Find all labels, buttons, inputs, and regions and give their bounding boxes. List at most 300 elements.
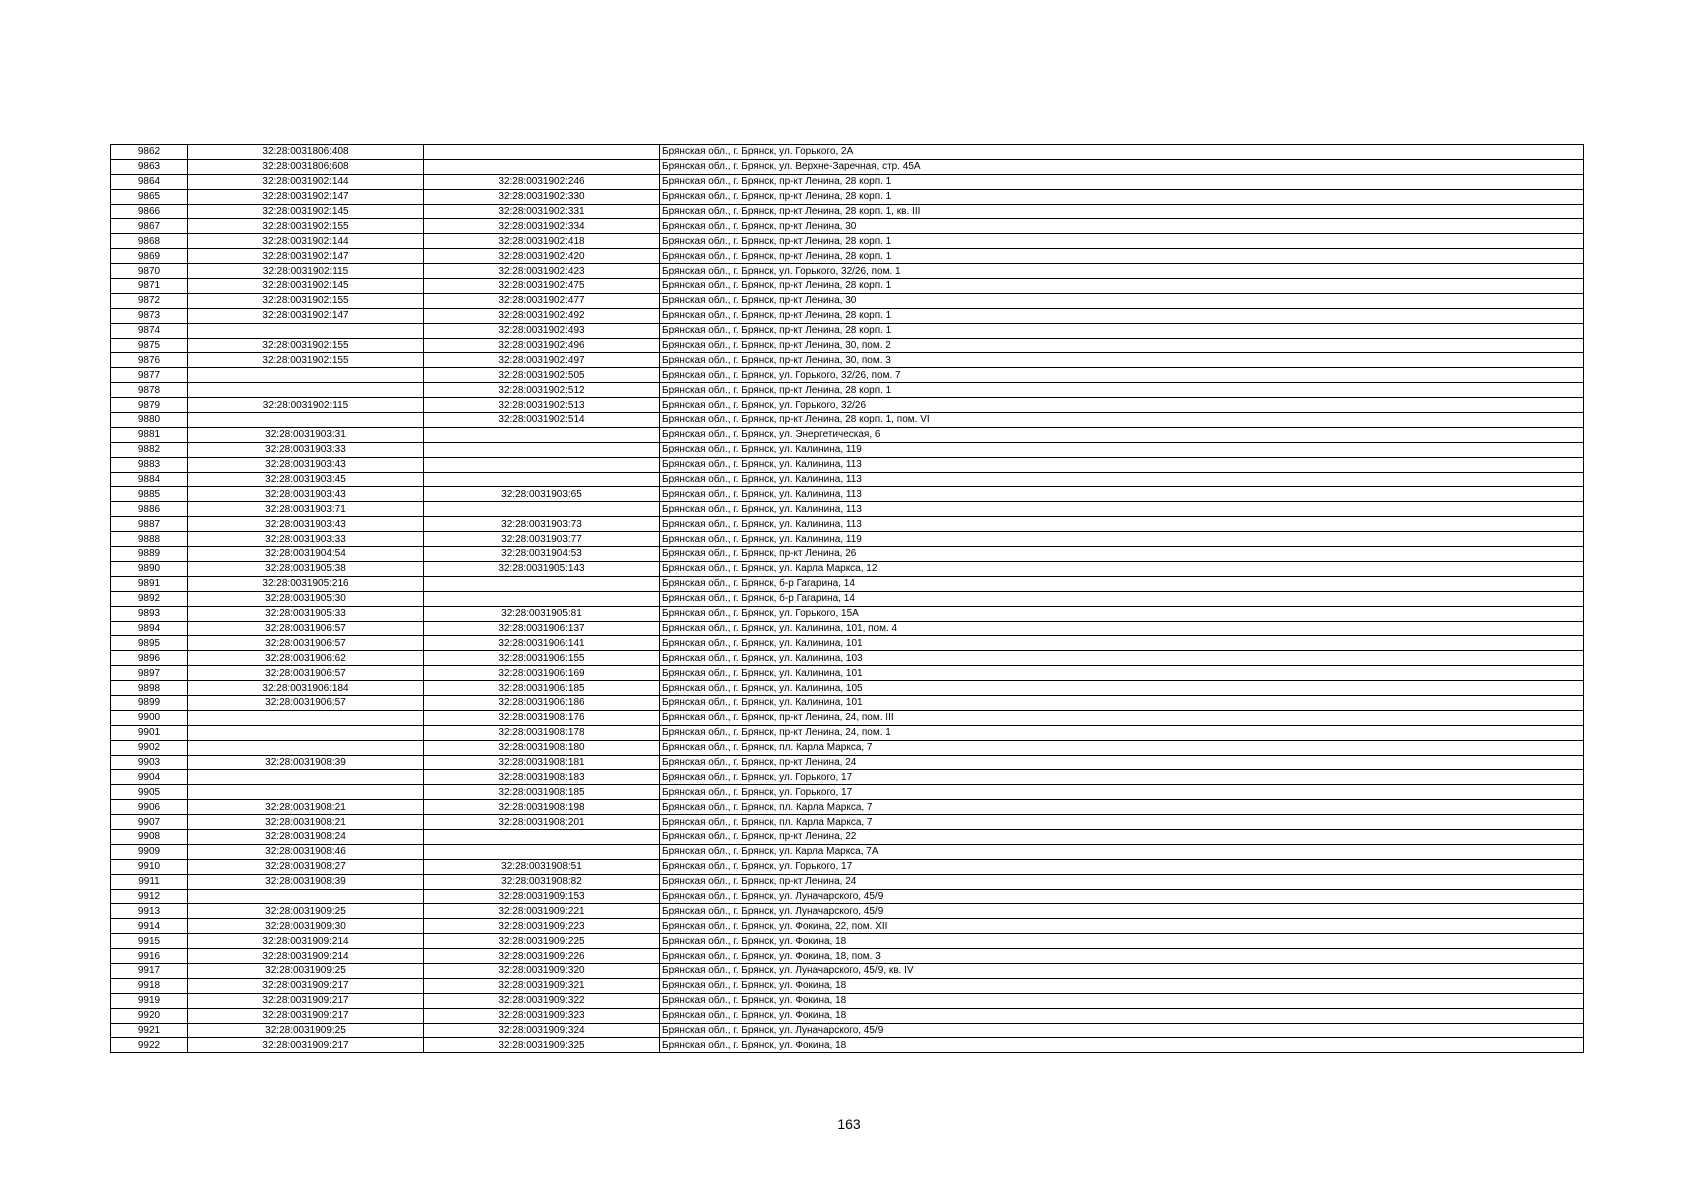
- land-cadastral-number: 32:28:0031909:30: [188, 919, 424, 934]
- address-cell: Брянская обл., г. Брянск, пр-кт Ленина, 24, пом. III: [660, 710, 1584, 725]
- object-cadastral-number: 32:28:0031908:82: [424, 874, 660, 889]
- object-cadastral-number: 32:28:0031908:180: [424, 740, 660, 755]
- address-cell: Брянская обл., г. Брянск, б-р Гагарина, 14: [660, 576, 1584, 591]
- table-row: [111, 204, 1584, 219]
- address-cell: Брянская обл., г. Брянск, ул. Калинина, 105: [660, 681, 1584, 696]
- row-number: 9879: [111, 398, 188, 413]
- row-number: 9876: [111, 353, 188, 368]
- address-cell: Брянская обл., г. Брянск, пл. Карла Маркса, 7: [660, 800, 1584, 815]
- address-cell: Брянская обл., г. Брянск, ул. Горького, 32/26, пом. 1: [660, 264, 1584, 279]
- object-cadastral-number: 32:28:0031908:178: [424, 725, 660, 740]
- row-number: 9865: [111, 189, 188, 204]
- land-cadastral-number: 32:28:0031909:25: [188, 963, 424, 978]
- object-cadastral-number: 32:28:0031909:226: [424, 949, 660, 964]
- row-number: 9868: [111, 234, 188, 249]
- table-row: [111, 353, 1584, 368]
- land-cadastral-number: 32:28:0031906:57: [188, 636, 424, 651]
- land-cadastral-number: 32:28:0031902:155: [188, 219, 424, 234]
- row-number: 9866: [111, 204, 188, 219]
- table-row: [111, 249, 1584, 264]
- object-cadastral-number: 32:28:0031908:185: [424, 785, 660, 800]
- table-row: [111, 502, 1584, 517]
- table-row: [111, 1008, 1584, 1023]
- land-cadastral-number: [188, 740, 424, 755]
- address-cell: Брянская обл., г. Брянск, пр-кт Ленина, 30: [660, 219, 1584, 234]
- land-cadastral-number: 32:28:0031902:155: [188, 353, 424, 368]
- address-cell: Брянская обл., г. Брянск, б-р Гагарина, 14: [660, 591, 1584, 606]
- row-number: 9894: [111, 621, 188, 636]
- row-number: 9888: [111, 532, 188, 547]
- land-cadastral-number: [188, 710, 424, 725]
- table-row: [111, 844, 1584, 859]
- table-row: [111, 338, 1584, 353]
- table-row: [111, 770, 1584, 785]
- table-row: [111, 785, 1584, 800]
- object-cadastral-number: 32:28:0031905:81: [424, 606, 660, 621]
- table-row: [111, 829, 1584, 844]
- object-cadastral-number: 32:28:0031902:512: [424, 383, 660, 398]
- row-number: 9887: [111, 517, 188, 532]
- land-cadastral-number: [188, 323, 424, 338]
- row-number: 9884: [111, 472, 188, 487]
- address-cell: Брянская обл., г. Брянск, пр-кт Ленина, 30: [660, 293, 1584, 308]
- table-row: [111, 800, 1584, 815]
- land-cadastral-number: 32:28:0031908:39: [188, 874, 424, 889]
- object-cadastral-number: 32:28:0031903:73: [424, 517, 660, 532]
- row-number: 9900: [111, 710, 188, 725]
- object-cadastral-number: [424, 472, 660, 487]
- address-cell: Брянская обл., г. Брянск, ул. Горького, 17: [660, 770, 1584, 785]
- table-row: [111, 815, 1584, 830]
- table-row: [111, 368, 1584, 383]
- object-cadastral-number: 32:28:0031902:418: [424, 234, 660, 249]
- table-row: [111, 234, 1584, 249]
- row-number: 9880: [111, 413, 188, 428]
- object-cadastral-number: 32:28:0031903:77: [424, 532, 660, 547]
- object-cadastral-number: 32:28:0031902:496: [424, 338, 660, 353]
- table-row: [111, 963, 1584, 978]
- land-cadastral-number: 32:28:0031903:71: [188, 502, 424, 517]
- row-number: 9917: [111, 963, 188, 978]
- table-row: [111, 621, 1584, 636]
- table-row: [111, 264, 1584, 279]
- address-cell: Брянская обл., г. Брянск, пр-кт Ленина, 22: [660, 829, 1584, 844]
- row-number: 9889: [111, 547, 188, 562]
- object-cadastral-number: 32:28:0031908:181: [424, 755, 660, 770]
- table-row: [111, 874, 1584, 889]
- address-cell: Брянская обл., г. Брянск, ул. Калинина, 101: [660, 666, 1584, 681]
- land-cadastral-number: 32:28:0031908:21: [188, 815, 424, 830]
- land-cadastral-number: 32:28:0031909:25: [188, 1023, 424, 1038]
- object-cadastral-number: 32:28:0031902:497: [424, 353, 660, 368]
- object-cadastral-number: 32:28:0031902:514: [424, 413, 660, 428]
- row-number: 9904: [111, 770, 188, 785]
- land-cadastral-number: 32:28:0031906:57: [188, 695, 424, 710]
- address-cell: Брянская обл., г. Брянск, пр-кт Ленина, 24: [660, 755, 1584, 770]
- table-row: [111, 934, 1584, 949]
- object-cadastral-number: 32:28:0031909:223: [424, 919, 660, 934]
- land-cadastral-number: [188, 368, 424, 383]
- object-cadastral-number: 32:28:0031902:475: [424, 279, 660, 294]
- land-cadastral-number: 32:28:0031903:43: [188, 517, 424, 532]
- land-cadastral-number: [188, 889, 424, 904]
- object-cadastral-number: 32:28:0031909:325: [424, 1038, 660, 1053]
- row-number: 9891: [111, 576, 188, 591]
- object-cadastral-number: 32:28:0031908:51: [424, 859, 660, 874]
- land-cadastral-number: 32:28:0031903:33: [188, 532, 424, 547]
- land-cadastral-number: 32:28:0031903:45: [188, 472, 424, 487]
- object-cadastral-number: 32:28:0031909:321: [424, 978, 660, 993]
- object-cadastral-number: 32:28:0031902:420: [424, 249, 660, 264]
- address-cell: Брянская обл., г. Брянск, ул. Калинина, 103: [660, 651, 1584, 666]
- object-cadastral-number: [424, 502, 660, 517]
- object-cadastral-number: [424, 145, 660, 160]
- address-cell: Брянская обл., г. Брянск, ул. Карла Маркса, 12: [660, 561, 1584, 576]
- land-cadastral-number: 32:28:0031903:43: [188, 457, 424, 472]
- object-cadastral-number: 32:28:0031902:513: [424, 398, 660, 413]
- table-row: [111, 145, 1584, 160]
- address-cell: Брянская обл., г. Брянск, пр-кт Ленина, 24: [660, 874, 1584, 889]
- address-cell: Брянская обл., г. Брянск, пр-кт Ленина, 28 корп. 1: [660, 308, 1584, 323]
- address-cell: Брянская обл., г. Брянск, ул. Калинина, 119: [660, 442, 1584, 457]
- address-cell: Брянская обл., г. Брянск, ул. Луначарского, 45/9, кв. IV: [660, 963, 1584, 978]
- table-row: [111, 740, 1584, 755]
- object-cadastral-number: 32:28:0031909:153: [424, 889, 660, 904]
- table-row: [111, 993, 1584, 1008]
- row-number: 9877: [111, 368, 188, 383]
- land-cadastral-number: 32:28:0031904:54: [188, 547, 424, 562]
- address-cell: Брянская обл., г. Брянск, пл. Карла Маркса, 7: [660, 815, 1584, 830]
- land-cadastral-number: 32:28:0031908:24: [188, 829, 424, 844]
- row-number: 9919: [111, 993, 188, 1008]
- row-number: 9901: [111, 725, 188, 740]
- table-row: [111, 725, 1584, 740]
- table-row: [111, 576, 1584, 591]
- row-number: 9883: [111, 457, 188, 472]
- land-cadastral-number: 32:28:0031909:25: [188, 904, 424, 919]
- row-number: 9921: [111, 1023, 188, 1038]
- address-cell: Брянская обл., г. Брянск, ул. Энергетическая, 6: [660, 427, 1584, 442]
- land-cadastral-number: 32:28:0031902:144: [188, 174, 424, 189]
- address-cell: Брянская обл., г. Брянск, ул. Луначарского, 45/9: [660, 889, 1584, 904]
- table-row: [111, 487, 1584, 502]
- address-cell: Брянская обл., г. Брянск, пр-кт Ленина, 26: [660, 547, 1584, 562]
- address-cell: Брянская обл., г. Брянск, ул. Калинина, 113: [660, 457, 1584, 472]
- row-number: 9922: [111, 1038, 188, 1053]
- land-cadastral-number: 32:28:0031902:147: [188, 249, 424, 264]
- table-row: [111, 889, 1584, 904]
- land-cadastral-number: 32:28:0031906:184: [188, 681, 424, 696]
- row-number: 9885: [111, 487, 188, 502]
- address-cell: Брянская обл., г. Брянск, ул. Фокина, 18: [660, 1038, 1584, 1053]
- land-cadastral-number: 32:28:0031902:155: [188, 293, 424, 308]
- object-cadastral-number: 32:28:0031906:186: [424, 695, 660, 710]
- object-cadastral-number: [424, 591, 660, 606]
- object-cadastral-number: [424, 427, 660, 442]
- row-number: 9899: [111, 695, 188, 710]
- land-cadastral-number: 32:28:0031806:608: [188, 159, 424, 174]
- row-number: 9897: [111, 666, 188, 681]
- row-number: 9864: [111, 174, 188, 189]
- object-cadastral-number: [424, 844, 660, 859]
- table-row: [111, 636, 1584, 651]
- object-cadastral-number: 32:28:0031908:201: [424, 815, 660, 830]
- object-cadastral-number: 32:28:0031902:492: [424, 308, 660, 323]
- address-cell: Брянская обл., г. Брянск, ул. Калинина, 101: [660, 636, 1584, 651]
- land-cadastral-number: 32:28:0031902:155: [188, 338, 424, 353]
- land-cadastral-number: 32:28:0031908:39: [188, 755, 424, 770]
- object-cadastral-number: [424, 829, 660, 844]
- table-row: [111, 606, 1584, 621]
- address-cell: Брянская обл., г. Брянск, ул. Горького, 32/26: [660, 398, 1584, 413]
- land-cadastral-number: 32:28:0031902:145: [188, 204, 424, 219]
- land-cadastral-number: 32:28:0031902:115: [188, 264, 424, 279]
- address-cell: Брянская обл., г. Брянск, ул. Горького, 17: [660, 859, 1584, 874]
- object-cadastral-number: 32:28:0031908:176: [424, 710, 660, 725]
- land-cadastral-number: 32:28:0031806:408: [188, 145, 424, 160]
- land-cadastral-number: [188, 725, 424, 740]
- land-cadastral-number: 32:28:0031908:27: [188, 859, 424, 874]
- land-cadastral-number: 32:28:0031905:33: [188, 606, 424, 621]
- object-cadastral-number: 32:28:0031902:423: [424, 264, 660, 279]
- table-row: [111, 591, 1584, 606]
- row-number: 9911: [111, 874, 188, 889]
- land-cadastral-number: 32:28:0031906:62: [188, 651, 424, 666]
- row-number: 9882: [111, 442, 188, 457]
- table-row: [111, 561, 1584, 576]
- row-number: 9881: [111, 427, 188, 442]
- land-cadastral-number: 32:28:0031909:214: [188, 949, 424, 964]
- address-cell: Брянская обл., г. Брянск, пр-кт Ленина, 30, пом. 3: [660, 353, 1584, 368]
- address-cell: Брянская обл., г. Брянск, пр-кт Ленина, 24, пом. 1: [660, 725, 1584, 740]
- address-cell: Брянская обл., г. Брянск, ул. Горького, 17: [660, 785, 1584, 800]
- object-cadastral-number: [424, 159, 660, 174]
- object-cadastral-number: 32:28:0031909:323: [424, 1008, 660, 1023]
- table-row: [111, 279, 1584, 294]
- table-row: [111, 710, 1584, 725]
- row-number: 9898: [111, 681, 188, 696]
- land-cadastral-number: 32:28:0031902:147: [188, 308, 424, 323]
- table-row: [111, 457, 1584, 472]
- object-cadastral-number: 32:28:0031906:141: [424, 636, 660, 651]
- object-cadastral-number: [424, 576, 660, 591]
- address-cell: Брянская обл., г. Брянск, ул. Калинина, 113: [660, 502, 1584, 517]
- row-number: 9878: [111, 383, 188, 398]
- address-cell: Брянская обл., г. Брянск, ул. Калинина, 119: [660, 532, 1584, 547]
- land-cadastral-number: 32:28:0031903:33: [188, 442, 424, 457]
- row-number: 9895: [111, 636, 188, 651]
- address-cell: Брянская обл., г. Брянск, ул. Калинина, 113: [660, 472, 1584, 487]
- land-cadastral-number: [188, 770, 424, 785]
- address-cell: Брянская обл., г. Брянск, пр-кт Ленина, 28 корп. 1: [660, 249, 1584, 264]
- address-cell: Брянская обл., г. Брянск, ул. Фокина, 18: [660, 934, 1584, 949]
- object-cadastral-number: 32:28:0031906:185: [424, 681, 660, 696]
- address-cell: Брянская обл., г. Брянск, ул. Калинина, 101: [660, 695, 1584, 710]
- address-cell: Брянская обл., г. Брянск, ул. Фокина, 18, пом. 3: [660, 949, 1584, 964]
- object-cadastral-number: 32:28:0031906:137: [424, 621, 660, 636]
- land-cadastral-number: 32:28:0031902:147: [188, 189, 424, 204]
- row-number: 9862: [111, 145, 188, 160]
- table-row: [111, 695, 1584, 710]
- address-cell: Брянская обл., г. Брянск, ул. Верхне-Заречная, стр. 45А: [660, 159, 1584, 174]
- land-cadastral-number: 32:28:0031902:115: [188, 398, 424, 413]
- row-number: 9902: [111, 740, 188, 755]
- row-number: 9906: [111, 800, 188, 815]
- object-cadastral-number: 32:28:0031905:143: [424, 561, 660, 576]
- land-cadastral-number: 32:28:0031905:30: [188, 591, 424, 606]
- table-row: [111, 919, 1584, 934]
- address-cell: Брянская обл., г. Брянск, ул. Луначарского, 45/9: [660, 1023, 1584, 1038]
- table-row: [111, 427, 1584, 442]
- table-row: [111, 442, 1584, 457]
- object-cadastral-number: 32:28:0031902:477: [424, 293, 660, 308]
- address-cell: Брянская обл., г. Брянск, пр-кт Ленина, 28 корп. 1: [660, 234, 1584, 249]
- cadastral-table: [110, 144, 1584, 1053]
- address-cell: Брянская обл., г. Брянск, ул. Фокина, 18: [660, 1008, 1584, 1023]
- table-row: [111, 398, 1584, 413]
- row-number: 9870: [111, 264, 188, 279]
- land-cadastral-number: 32:28:0031909:217: [188, 978, 424, 993]
- land-cadastral-number: 32:28:0031908:46: [188, 844, 424, 859]
- address-cell: Брянская обл., г. Брянск, ул. Фокина, 18: [660, 993, 1584, 1008]
- row-number: 9916: [111, 949, 188, 964]
- table-row: [111, 949, 1584, 964]
- land-cadastral-number: 32:28:0031909:214: [188, 934, 424, 949]
- row-number: 9918: [111, 978, 188, 993]
- row-number: 9873: [111, 308, 188, 323]
- table-row: [111, 293, 1584, 308]
- object-cadastral-number: [424, 457, 660, 472]
- land-cadastral-number: 32:28:0031908:21: [188, 800, 424, 815]
- object-cadastral-number: 32:28:0031902:330: [424, 189, 660, 204]
- land-cadastral-number: 32:28:0031905:38: [188, 561, 424, 576]
- object-cadastral-number: 32:28:0031909:324: [424, 1023, 660, 1038]
- row-number: 9915: [111, 934, 188, 949]
- row-number: 9909: [111, 844, 188, 859]
- table-row: [111, 1038, 1584, 1053]
- table-row: [111, 323, 1584, 338]
- table-row: [111, 532, 1584, 547]
- table-row: [111, 666, 1584, 681]
- object-cadastral-number: 32:28:0031902:246: [424, 174, 660, 189]
- address-cell: Брянская обл., г. Брянск, ул. Калинина, 113: [660, 517, 1584, 532]
- row-number: 9872: [111, 293, 188, 308]
- object-cadastral-number: 32:28:0031902:493: [424, 323, 660, 338]
- land-cadastral-number: 32:28:0031903:31: [188, 427, 424, 442]
- address-cell: Брянская обл., г. Брянск, пр-кт Ленина, 28 корп. 1: [660, 279, 1584, 294]
- address-cell: Брянская обл., г. Брянск, ул. Калинина, 101, пом. 4: [660, 621, 1584, 636]
- object-cadastral-number: [424, 442, 660, 457]
- row-number: 9869: [111, 249, 188, 264]
- row-number: 9914: [111, 919, 188, 934]
- land-cadastral-number: 32:28:0031906:57: [188, 666, 424, 681]
- address-cell: Брянская обл., г. Брянск, пр-кт Ленина, 28 корп. 1: [660, 383, 1584, 398]
- land-cadastral-number: 32:28:0031906:57: [188, 621, 424, 636]
- object-cadastral-number: 32:28:0031906:169: [424, 666, 660, 681]
- object-cadastral-number: 32:28:0031908:183: [424, 770, 660, 785]
- object-cadastral-number: 32:28:0031903:65: [424, 487, 660, 502]
- land-cadastral-number: 32:28:0031902:145: [188, 279, 424, 294]
- address-cell: Брянская обл., г. Брянск, ул. Горького, 2А: [660, 145, 1584, 160]
- address-cell: Брянская обл., г. Брянск, пл. Карла Маркса, 7: [660, 740, 1584, 755]
- land-cadastral-number: 32:28:0031902:144: [188, 234, 424, 249]
- row-number: 9892: [111, 591, 188, 606]
- row-number: 9920: [111, 1008, 188, 1023]
- table-row: [111, 651, 1584, 666]
- object-cadastral-number: 32:28:0031909:221: [424, 904, 660, 919]
- land-cadastral-number: 32:28:0031909:217: [188, 1008, 424, 1023]
- address-cell: Брянская обл., г. Брянск, ул. Горького, 32/26, пом. 7: [660, 368, 1584, 383]
- land-cadastral-number: [188, 383, 424, 398]
- object-cadastral-number: 32:28:0031904:53: [424, 547, 660, 562]
- object-cadastral-number: 32:28:0031902:505: [424, 368, 660, 383]
- address-cell: Брянская обл., г. Брянск, пр-кт Ленина, 28 корп. 1: [660, 323, 1584, 338]
- row-number: 9871: [111, 279, 188, 294]
- row-number: 9863: [111, 159, 188, 174]
- object-cadastral-number: 32:28:0031902:331: [424, 204, 660, 219]
- object-cadastral-number: 32:28:0031902:334: [424, 219, 660, 234]
- address-cell: Брянская обл., г. Брянск, ул. Горького, 15А: [660, 606, 1584, 621]
- table-row: [111, 904, 1584, 919]
- table-row: [111, 978, 1584, 993]
- address-cell: Брянская обл., г. Брянск, пр-кт Ленина, 30, пом. 2: [660, 338, 1584, 353]
- land-cadastral-number: 32:28:0031909:217: [188, 993, 424, 1008]
- land-cadastral-number: 32:28:0031909:217: [188, 1038, 424, 1053]
- row-number: 9907: [111, 815, 188, 830]
- row-number: 9913: [111, 904, 188, 919]
- object-cadastral-number: 32:28:0031909:320: [424, 963, 660, 978]
- table-row: [111, 159, 1584, 174]
- address-cell: Брянская обл., г. Брянск, пр-кт Ленина, 28 корп. 1: [660, 174, 1584, 189]
- address-cell: Брянская обл., г. Брянск, ул. Фокина, 22, пом. XII: [660, 919, 1584, 934]
- table-row: [111, 174, 1584, 189]
- object-cadastral-number: 32:28:0031908:198: [424, 800, 660, 815]
- address-cell: Брянская обл., г. Брянск, ул. Фокина, 18: [660, 978, 1584, 993]
- table-row: [111, 755, 1584, 770]
- address-cell: Брянская обл., г. Брянск, пр-кт Ленина, 28 корп. 1: [660, 189, 1584, 204]
- object-cadastral-number: 32:28:0031906:155: [424, 651, 660, 666]
- table-row: [111, 189, 1584, 204]
- address-cell: Брянская обл., г. Брянск, пр-кт Ленина, 28 корп. 1, пом. VI: [660, 413, 1584, 428]
- row-number: 9905: [111, 785, 188, 800]
- page-number: 163: [837, 1116, 861, 1132]
- land-cadastral-number: 32:28:0031905:216: [188, 576, 424, 591]
- address-cell: Брянская обл., г. Брянск, ул. Карла Маркса, 7А: [660, 844, 1584, 859]
- row-number: 9893: [111, 606, 188, 621]
- table-row: [111, 308, 1584, 323]
- table-body: [111, 145, 1584, 1053]
- address-cell: Брянская обл., г. Брянск, ул. Луначарского, 45/9: [660, 904, 1584, 919]
- object-cadastral-number: 32:28:0031909:225: [424, 934, 660, 949]
- table-row: [111, 517, 1584, 532]
- row-number: 9867: [111, 219, 188, 234]
- row-number: 9886: [111, 502, 188, 517]
- table-row: [111, 547, 1584, 562]
- row-number: 9874: [111, 323, 188, 338]
- address-cell: Брянская обл., г. Брянск, пр-кт Ленина, 28 корп. 1, кв. III: [660, 204, 1584, 219]
- row-number: 9912: [111, 889, 188, 904]
- table-row: [111, 413, 1584, 428]
- object-cadastral-number: 32:28:0031909:322: [424, 993, 660, 1008]
- land-cadastral-number: [188, 413, 424, 428]
- land-cadastral-number: [188, 785, 424, 800]
- table-row: [111, 472, 1584, 487]
- table-row: [111, 219, 1584, 234]
- table-row: [111, 1023, 1584, 1038]
- land-cadastral-number: 32:28:0031903:43: [188, 487, 424, 502]
- row-number: 9910: [111, 859, 188, 874]
- row-number: 9890: [111, 561, 188, 576]
